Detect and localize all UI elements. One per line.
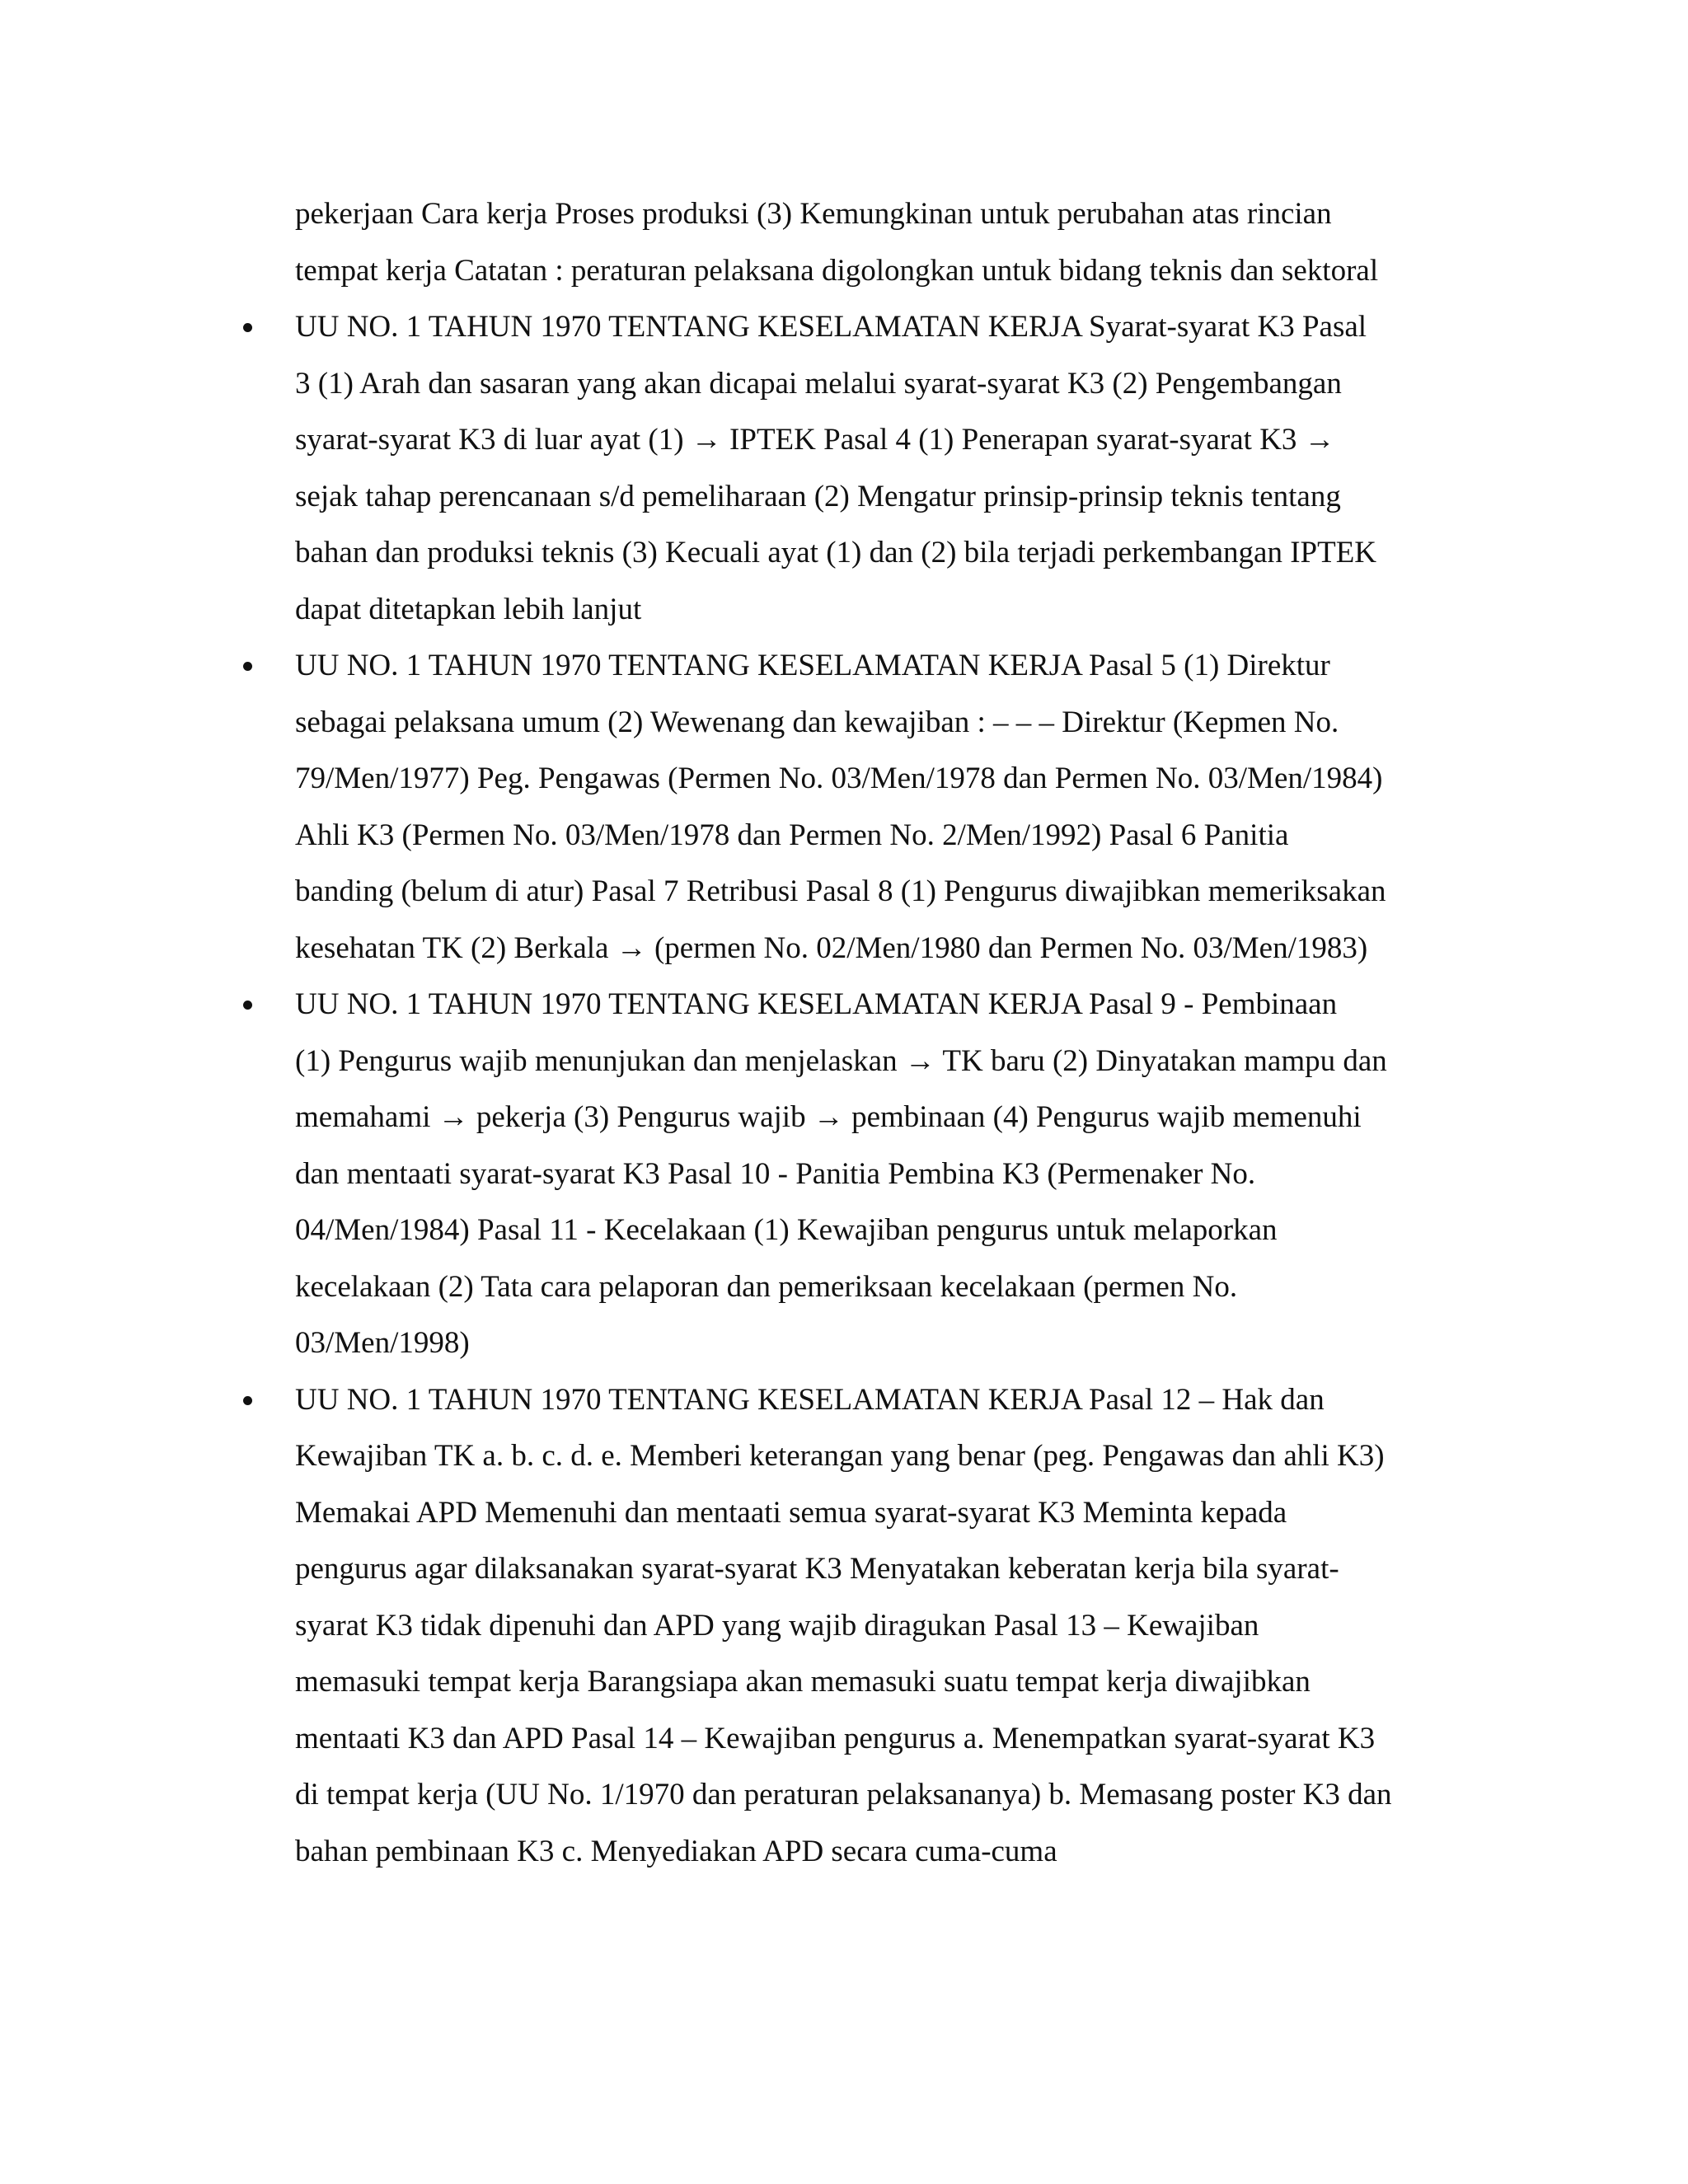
bullet-icon (243, 662, 252, 671)
bullet-icon (243, 1001, 252, 1010)
text-line: Ahli K3 (Permen No. 03/Men/1978 dan Permen No. 2/Men/1992) Pasal 6 Panitia (295, 818, 1289, 852)
text-line: pekerjaan Cara kerja Proses produksi (3) Kemungkinan untuk perubahan atas rincian (295, 197, 1332, 231)
text-line: pengurus agar dilaksanakan syarat-syarat K3 Menyatakan keberatan kerja bila syarat- (295, 1552, 1339, 1586)
list-item (295, 638, 1475, 977)
text-line: tempat kerja Catatan : peraturan pelaksana digolongkan untuk bidang teknis dan sektoral (295, 253, 1379, 288)
text-line: di tempat kerja (UU No. 1/1970 dan peraturan pelaksananya) b. Memasang poster K3 dan (295, 1778, 1392, 1811)
text-line: UU NO. 1 TAHUN 1970 TENTANG KESELAMATAN KERJA Pasal 9 - Pembinaan (295, 987, 1338, 1021)
list-item (295, 299, 1475, 638)
text-line: sejak tahap perencanaan s/d pemeliharaan (2) Mengatur prinsip-prinsip teknis tentang (295, 479, 1341, 513)
text-line: 04/Men/1984) Pasal 11 - Kecelakaan (1) Kewajiban pengurus untuk melaporkan (295, 1213, 1278, 1247)
text-line: sebagai pelaksana umum (2) Wewenang dan kewajiban : – – – Direktur (Kepmen No. (295, 705, 1339, 739)
text-line: kesehatan TK (2) Berkala → (permen No. 02/Men/1980 dan Permen No. 03/Men/1983) (295, 930, 1368, 965)
text-line: memahami → pekerja (3) Pengurus wajib → pembinaan (4) Pengurus wajib memenuhi (295, 1100, 1362, 1134)
text-line: Kewajiban TK a. b. c. d. e. Memberi keterangan yang benar (peg. Pengawas dan ahli K3) (295, 1439, 1385, 1473)
text-line: UU NO. 1 TAHUN 1970 TENTANG KESELAMATAN KERJA Pasal 5 (1) Direktur (295, 649, 1330, 682)
bullet-icon (243, 323, 252, 332)
text-line: dan mentaati syarat-syarat K3 Pasal 10 - Panitia Pembina K3 (Permenaker No. (295, 1156, 1256, 1191)
list-item (295, 977, 1475, 1372)
text-line: bahan pembinaan K3 c. Menyediakan APD secara cuma-cuma (295, 1834, 1057, 1868)
text-line: UU NO. 1 TAHUN 1970 TENTANG KESELAMATAN KERJA Pasal 12 – Hak dan (295, 1382, 1325, 1417)
lead-paragraph (295, 186, 1475, 299)
text-line: bahan dan produksi teknis (3) Kecuali ayat (1) dan (2) bila terjadi perkembangan IPTEK (295, 536, 1377, 569)
text-line: Memakai APD Memenuhi dan mentaati semua syarat-syarat K3 Meminta kepada (295, 1495, 1287, 1530)
list-item (295, 1372, 1475, 1881)
text-line: banding (belum di atur) Pasal 7 Retribusi Pasal 8 (1) Pengurus diwajibkan memeriksakan (295, 874, 1386, 908)
text-line: 03/Men/1998) (295, 1326, 470, 1360)
text-line: dapat ditetapkan lebih lanjut (295, 592, 642, 626)
text-line: memasuki tempat kerja Barangsiapa akan memasuki suatu tempat kerja diwajibkan (295, 1665, 1311, 1699)
text-line: syarat K3 tidak dipenuhi dan APD yang wajib diragukan Pasal 13 – Kewajiban (295, 1608, 1259, 1643)
text-line: UU NO. 1 TAHUN 1970 TENTANG KESELAMATAN KERJA Syarat-syarat K3 Pasal (295, 310, 1367, 344)
text-line: 79/Men/1977) Peg. Pengawas (Permen No. 03/Men/1978 dan Permen No. 03/Men/1984) (295, 762, 1383, 795)
bullet-icon (243, 1396, 252, 1405)
document-body (295, 186, 1475, 1880)
text-line: syarat-syarat K3 di luar ayat (1) → IPTEK Pasal 4 (1) Penerapan syarat-syarat K3 → (295, 423, 1335, 457)
text-line: (1) Pengurus wajib menunjukan dan menjelaskan → TK baru (2) Dinyatakan mampu dan (295, 1043, 1387, 1078)
text-line: kecelakaan (2) Tata cara pelaporan dan pemeriksaan kecelakaan (permen No. (295, 1269, 1238, 1304)
text-line: mentaati K3 dan APD Pasal 14 – Kewajiban pengurus a. Menempatkan syarat-syarat K3 (295, 1721, 1376, 1755)
text-line: 3 (1) Arah dan sasaran yang akan dicapai melalui syarat-syarat K3 (2) Pengembangan (295, 366, 1342, 401)
bullet-list (295, 299, 1475, 1880)
